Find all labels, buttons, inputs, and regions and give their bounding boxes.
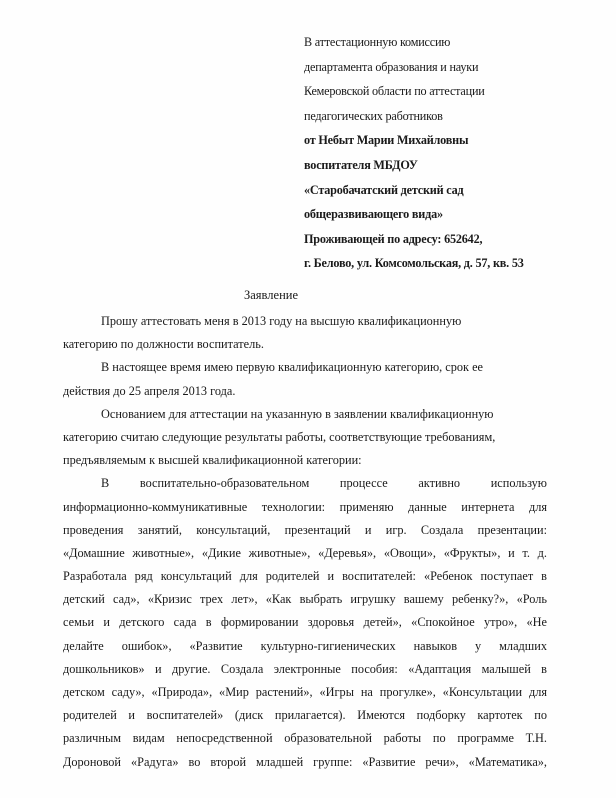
paragraph-line: проведения занятий, консультаций, презентаций и игр. Создала презентации: (63, 522, 547, 537)
sender-organization-cont: общеразвивающего вида» (304, 207, 443, 222)
addressee-line: Кемеровской области по аттестации (304, 84, 485, 99)
sender-address: Проживающей по адресу: 652642, (304, 231, 483, 246)
paragraph-line: родителей и воспитателей» (диск прилагается). Имеются подборку картотек по (63, 708, 547, 723)
paragraph-line: семьи и детского сада в формировании здоровья детей», «Спокойное утро», «Не (63, 615, 547, 630)
addressee-block (304, 30, 604, 276)
paragraph-line: «Домашние животные», «Дикие животные», «Деревья», «Овощи», «Фрукты», и т. д. (63, 545, 547, 560)
sender-organization: «Старобачатский детский сад (304, 182, 464, 197)
sender-position: воспитателя МБДОУ (304, 157, 418, 172)
document-body (63, 310, 547, 774)
addressee-line: педагогических работников (304, 108, 443, 123)
document-title: Заявление (244, 288, 299, 302)
addressee-line: В аттестационную комиссию (304, 35, 451, 49)
paragraph-line: различным видам непосредственной образовательной работы по программе Т.Н. (63, 731, 547, 746)
paragraph-line: делайте ошибок», «Развитие культурно-гигиенических навыков у младших (63, 638, 547, 653)
paragraph-line: Разработала ряд консультаций для родителей и воспитателей: «Ребенок поступает в (63, 569, 547, 584)
paragraph-line: дошкольников» и другие. Создала электронные пособия: «Адаптация малышей в (63, 661, 547, 676)
paragraph-line: В настоящее время имею первую квалификационную категорию, срок ее (101, 360, 484, 375)
paragraph-line: детском саду», «Природа», «Мир растений», «Игры на прогулке», «Консультации для (63, 685, 547, 699)
paragraph-line: категорию считаю следующие результаты работы, соответствующие требованиям, (63, 429, 496, 444)
paragraph-line: детский сад», «Кризис трех лет», «Как выбрать игрушку вашему ребенку?», «Роль (63, 592, 547, 607)
paragraph-line: Прошу аттестовать меня в 2013 году на высшую квалификационную (101, 314, 462, 328)
sender-name: от Небыт Марии Михайловны (304, 133, 469, 148)
paragraph-line: В воспитательно-образовательном процессе активно использую (101, 476, 547, 491)
paragraph-line: информационно-коммуникативные технологии: применяю данные интернета для (63, 499, 547, 514)
addressee-line: департамента образования и науки (304, 59, 479, 74)
paragraph-line: категорию по должности воспитатель. (63, 337, 264, 352)
paragraph-line: Основанием для аттестации на указанную в заявлении квалификационную (101, 406, 494, 421)
sender-address-cont: г. Белово, ул. Комсомольская, д. 57, кв. 53 (304, 256, 524, 271)
paragraph-line: действия до 25 апреля 2013 года. (63, 383, 236, 398)
paragraph-line: предъявляемым к высшей квалификационной категории: (63, 453, 362, 468)
paragraph-line: Дороновой «Радуга» во второй младшей группе: «Развитие речи», «Математика», (63, 754, 547, 769)
